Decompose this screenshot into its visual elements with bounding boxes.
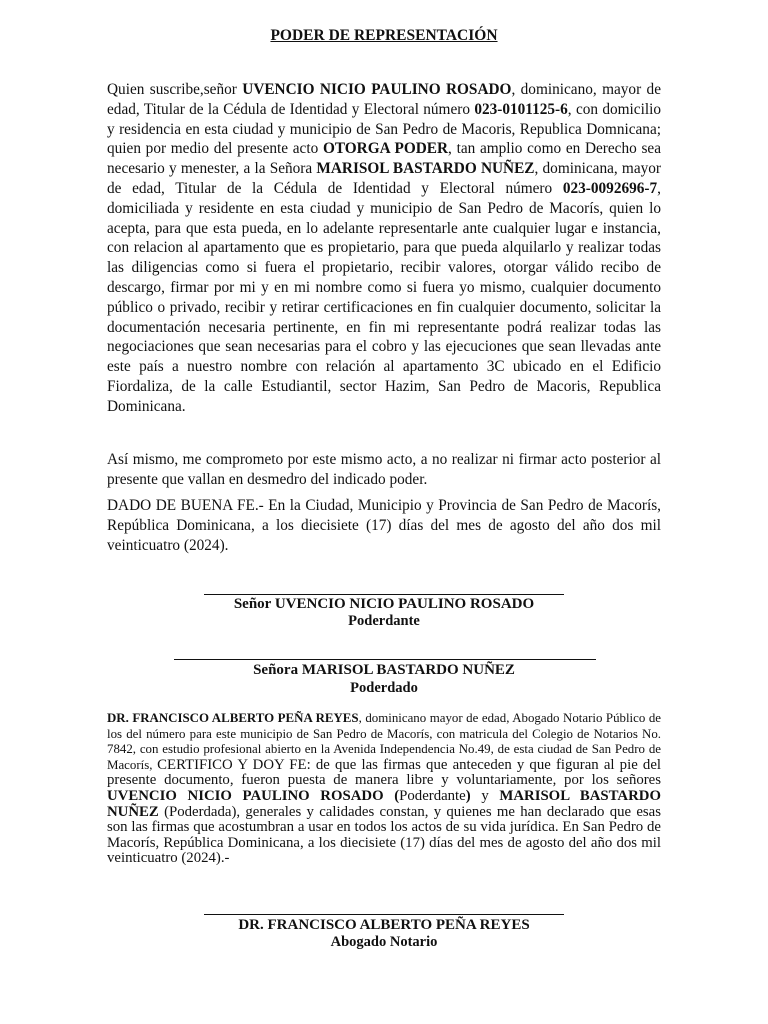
signer-role: Abogado Notario — [330, 934, 438, 950]
notary-certification-paragraph — [107, 711, 661, 867]
signature-line — [204, 594, 564, 595]
text-run: , dominicana, mayor de edad, Titular de la Cédula de Identidad y Electoral número — [107, 160, 662, 197]
main-paragraph — [107, 80, 661, 417]
text-run: ) — [465, 787, 471, 804]
signer-role: Poderdado — [350, 680, 418, 696]
signer-name: DR. FRANCISCO ALBERTO PEÑA REYES — [238, 917, 530, 933]
document-title: PODER DE REPRESENTACIÓN — [270, 27, 498, 44]
text-run: y — [470, 787, 500, 804]
commitment-paragraph: Así mismo, me comprometo por este mismo acto, a no realizar ni firmar acto posterior al presente que vallan en desmedro del indicado poder. — [107, 451, 661, 488]
signer-role: Poderdante — [348, 613, 420, 629]
date-paragraph: DADO DE BUENA FE.- En la Ciudad, Municipio y Provincia de San Pedro de Macorís, República Dominicana, a los diecisiete (17) días del mes de agosto del año dos mil veinticuatro (2024). — [107, 497, 661, 554]
signer-name: Señora MARISOL BASTARDO NUÑEZ — [253, 662, 515, 678]
grant-phrase: OTORGA PODER — [322, 140, 449, 158]
text-run: (Poderdada), generales y calidades constan, y quienes me han declarado que esas son las firmas que acostumbran a usar en todos los actos de su vida jurídica. En San Pedro de Macorís, República Dominicana, a los diecisiete (17) días del mes de agosto del año dos mil veinticuatro (2024).- — [107, 803, 661, 867]
text-run: , dominicano, mayor de edad, Titular de la Cédula de Identidad y Electoral número — [107, 81, 661, 118]
grantee-id-number: 023-0092696-7 — [562, 179, 658, 197]
text-run: , domiciliada y residente en esta ciudad y municipio de San Pedro de Macorís, quien lo acepta, para que esta pueda, en lo adelante representarle ante cualquier lugar e instancia, con relacion al apartamento que es propietario, para que pueda alquilarlo y realizar todas las diligencias como si fuera el propietario, recibir valores, otorgar válido recibo de descargo, firmar por mi y en mi nombre como si fuera yo mismo, cualquier documento público o privado, recibir y retirar certificaciones en fin cualquier documento, solicitar la documentación necesaria pertinente, en fin mi representante podrá realizar todas las negociaciones que sean necesarias para el cobro y las ejecuciones que sean llevadas ante este país a nuestro nombre con relación al apartamento 3C ubicado en el Edificio Fiordaliza, de la calle Estudiantil, sector Hazim, San Pedro de Macoris, Republica Dominicana. — [107, 179, 661, 415]
text-run: Poderdante — [399, 787, 466, 804]
grantor-name: UVENCIO NICIO PAULINO ROSADO ( — [107, 787, 400, 804]
grantor-id-number: 023-0101125-6 — [474, 100, 568, 118]
grantor-name: UVENCIO NICIO PAULINO ROSADO — [242, 81, 512, 98]
text-run: , tan amplio como en Derecho sea necesario y menester, a la Señora — [107, 140, 661, 178]
signer-name: Señor UVENCIO NICIO PAULINO ROSADO — [233, 596, 535, 612]
text-run: CERTIFICO Y DOY FE: de que las firmas que anteceden y que figuran al pie del presente documento, fueron puesta de manera libre y voluntariamente, por los señores — [107, 756, 662, 789]
signature-line — [174, 659, 596, 660]
signature-line — [204, 914, 564, 915]
text-run: , con domicilio y residencia en esta ciudad y municipio de San Pedro de Macoris, Republica Domnicana; quien por medio del presente acto — [107, 100, 661, 158]
text-run: Quien suscribe,señor — [107, 81, 243, 98]
grantee-name: MARISOL BASTARDO NUÑEZ — [107, 787, 661, 820]
grantee-name: MARISOL BASTARDO NUÑEZ — [316, 160, 535, 178]
notary-name: DR. FRANCISCO ALBERTO PEÑA REYES — [107, 711, 359, 725]
text-run: , dominicano mayor de edad, Abogado Notario Público de los del número para este municipio de San Pedro de Macorís, con matricula del Colegio de Notarios No. 7842, con estudio profesional abierto en la Avenida Independencia No.49, de esta ciudad de San Pedro de Macorís, — [107, 711, 661, 772]
